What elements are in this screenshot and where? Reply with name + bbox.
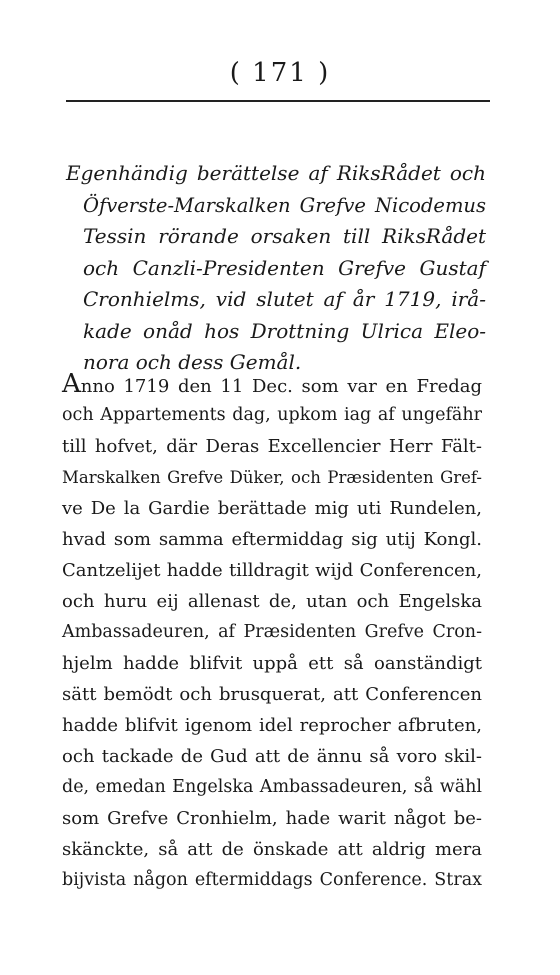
body-line: ve De la Gardie berättade mig uti Rundelen, (62, 498, 482, 519)
title-line: Egenhändig berättelse af RiksRådet och (66, 161, 486, 185)
body-line: Marskalken Grefve Düker, och Præsidenten Gref- (62, 468, 482, 487)
body-line: sätt bemödt och brusquerat, att Conferencen (62, 684, 482, 705)
body-line: Cantzelijet hadde tilldragit wijd Conferencen, (62, 560, 482, 581)
title-line: Öfverste-Marskalken Grefve Nicodemus (83, 193, 486, 217)
title-line: och Canzli-Presidenten Grefve Gustaf (83, 255, 486, 280)
header-rule (66, 100, 490, 102)
body-line: hvad som samma eftermiddag sig utij Kongl. (62, 529, 482, 550)
body-line: skänckte, så att de önskade att aldrig mera (62, 839, 482, 860)
title-line: Cronhielms, vid slutet af år 1719, irå- (83, 287, 486, 311)
title-line: kade onåd hos Drottning Ulrica Eleo- (83, 318, 486, 343)
title-line: Tessin rörande orsaken till RiksRådet (83, 224, 486, 248)
body-line: och Appartements dag, upkom iag af ungefähr (62, 405, 482, 425)
body-line: och huru eij allenast de, utan och Engelska (62, 591, 482, 612)
body-line: hadde blifvit igenom idel reprocher afbruten, (62, 715, 482, 736)
body-line: Ambassadeuren, af Præsidenten Grefve Cron- (62, 622, 482, 642)
body-line: bijvista någon eftermiddags Conference. Strax (62, 870, 482, 890)
body-text (62, 369, 482, 896)
body-line: de, emedan Engelska Ambassadeuren, så wähl (62, 777, 482, 797)
page-number-header: ( 171 ) (229, 58, 331, 88)
body-line: hjelm hadde blifvit uppå ett så oanständigt (62, 653, 482, 674)
body-line: till hofvet, där Deras Excellencier Herr Fält- (62, 436, 482, 457)
body-line: och tackade de Gud att de ännu så voro skil- (62, 746, 482, 767)
body-line: som Grefve Cronhielm, hade warit något be- (62, 808, 482, 829)
title-line: nora och dess Gemål. (83, 350, 302, 374)
body-line: Anno 1719 den 11 Dec. som var en Fredag (62, 369, 482, 399)
chapter-title (66, 158, 486, 379)
